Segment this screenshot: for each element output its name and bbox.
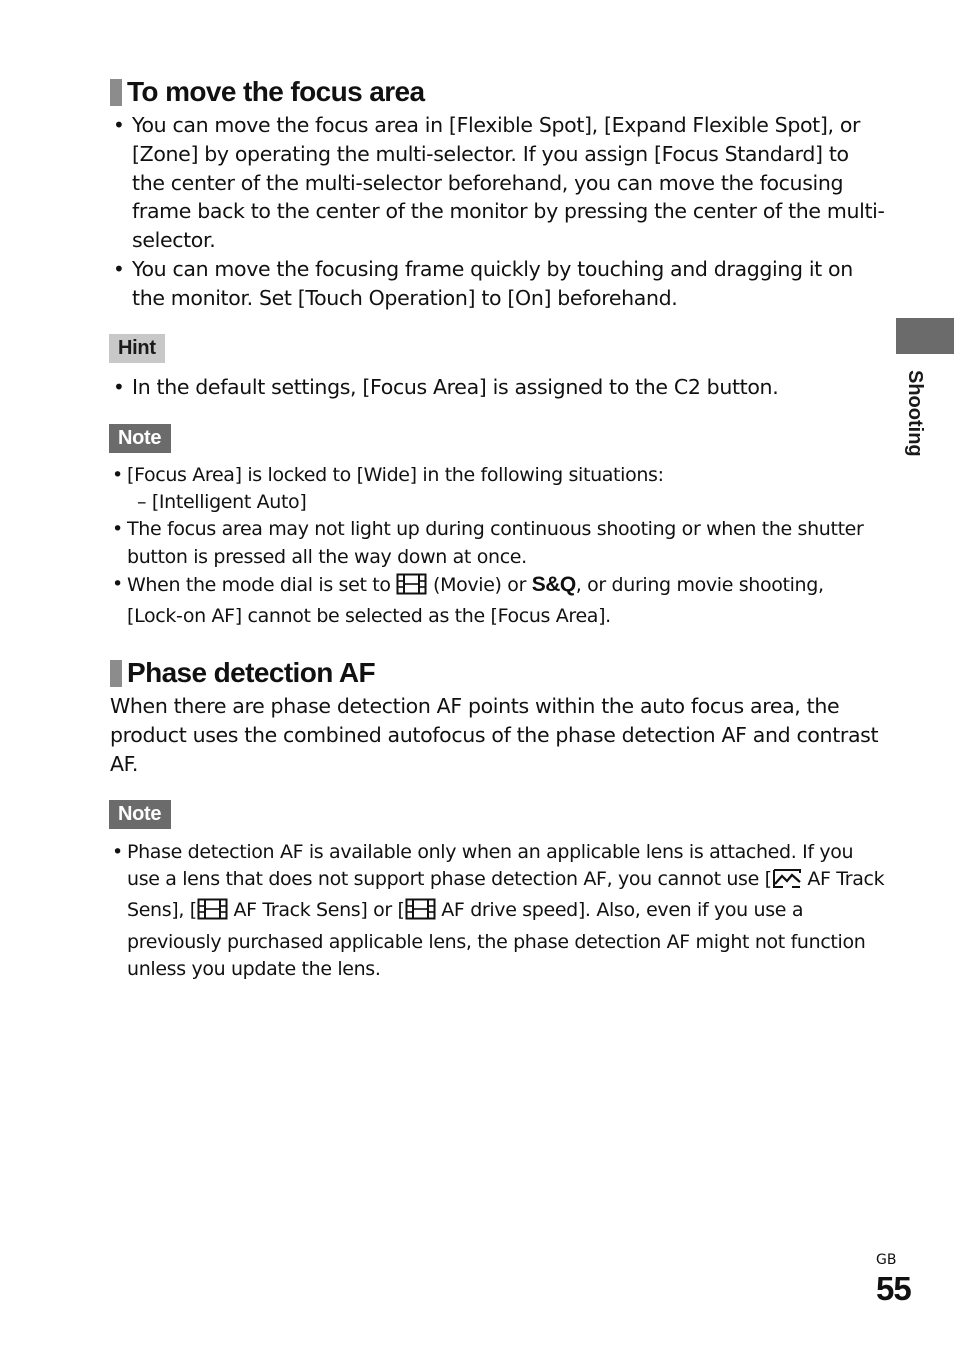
- still-image-icon: [772, 867, 802, 897]
- bullet-text: In the default settings, [Focus Area] is assigned to the C2 button.: [132, 375, 779, 399]
- bullet-text: , or during movie shooting, [Lock-on AF] cannot be selected as the [Focus Area].: [127, 573, 824, 628]
- bullet-text: You can move the focusing frame quickly by touching and dragging it on the monitor. Set [Touch Operation] to [On] beforehand.: [132, 256, 853, 310]
- list-item: [110, 462, 885, 516]
- list-item: [110, 571, 885, 630]
- list-item: [110, 255, 885, 313]
- bullet-dot: •: [112, 572, 123, 595]
- bullet-text: The focus area may not light up during continuous shooting or when the shutter button is pressed all the way down at once.: [127, 518, 864, 568]
- movie-icon: [197, 898, 228, 928]
- bullet-dot: •: [113, 113, 125, 137]
- bullet-text: AF drive speed]. Also, even if you use a previously purchased applicable lens, the phase detection AF might not function unless you update the lens.: [127, 899, 866, 980]
- bullet-dot: •: [112, 464, 123, 486]
- list-item: [110, 516, 885, 570]
- bullet-text: AF Track Sens], [: [127, 868, 885, 922]
- note-bullets: [110, 839, 885, 983]
- section-heading-focus-area: [110, 75, 424, 109]
- focus-area-bullets: [110, 111, 885, 313]
- note-bullets: [110, 462, 885, 630]
- list-item: [110, 111, 885, 255]
- note-label: Note: [109, 800, 171, 829]
- bullet-text: [Focus Area] is locked to [Wide] in the following situations:: [127, 464, 664, 486]
- list-item: [110, 839, 885, 983]
- heading-text: To move the focus area: [127, 76, 425, 107]
- bullet-text: (Movie) or: [427, 573, 532, 596]
- hint-label: Hint: [109, 334, 165, 363]
- page-number: 55: [876, 1270, 911, 1307]
- bullet-dot: •: [112, 518, 123, 541]
- list-item: [110, 373, 885, 402]
- note-label: Note: [109, 424, 171, 453]
- bullet-dot: •: [112, 841, 123, 863]
- bullet-text: AF Track Sens] or [: [227, 899, 405, 922]
- heading-bar: [110, 660, 122, 687]
- side-tab-label: Shooting: [904, 370, 926, 457]
- hint-bullets: [110, 373, 885, 402]
- section-heading-phase-detection: [110, 656, 375, 690]
- heading-bar: [110, 79, 122, 106]
- sq-mode-label: S&Q: [531, 572, 576, 596]
- bullet-text: When the mode dial is set to: [127, 573, 397, 596]
- bullet-dot: •: [113, 256, 125, 281]
- heading-text: Phase detection AF: [127, 657, 375, 688]
- bullet-text: You can move the focus area in [Flexible Spot], [Expand Flexible Spot], or [Zone] by operating the multi-selector. If you assign [Focus Standard] to the center of the multi-selector beforehand, you can move the focusing frame back to the center of the monitor by pressing the center of the multi-selector.: [132, 113, 885, 253]
- side-tab-marker: [896, 318, 954, 354]
- bullet-dot: •: [113, 375, 125, 399]
- region-code: GB: [876, 1252, 897, 1268]
- movie-icon: [396, 573, 427, 603]
- movie-icon: [405, 898, 436, 928]
- sub-item: – [Intelligent Auto]: [137, 491, 307, 514]
- bullet-text: Phase detection AF is available only when an applicable lens is attached. If you use a lens that does not support phase detection AF, you cannot use [: [127, 841, 854, 891]
- phase-detection-paragraph: When there are phase detection AF points within the auto focus area, the product uses the combined autofocus of the phase detection AF and contrast AF.: [110, 694, 879, 776]
